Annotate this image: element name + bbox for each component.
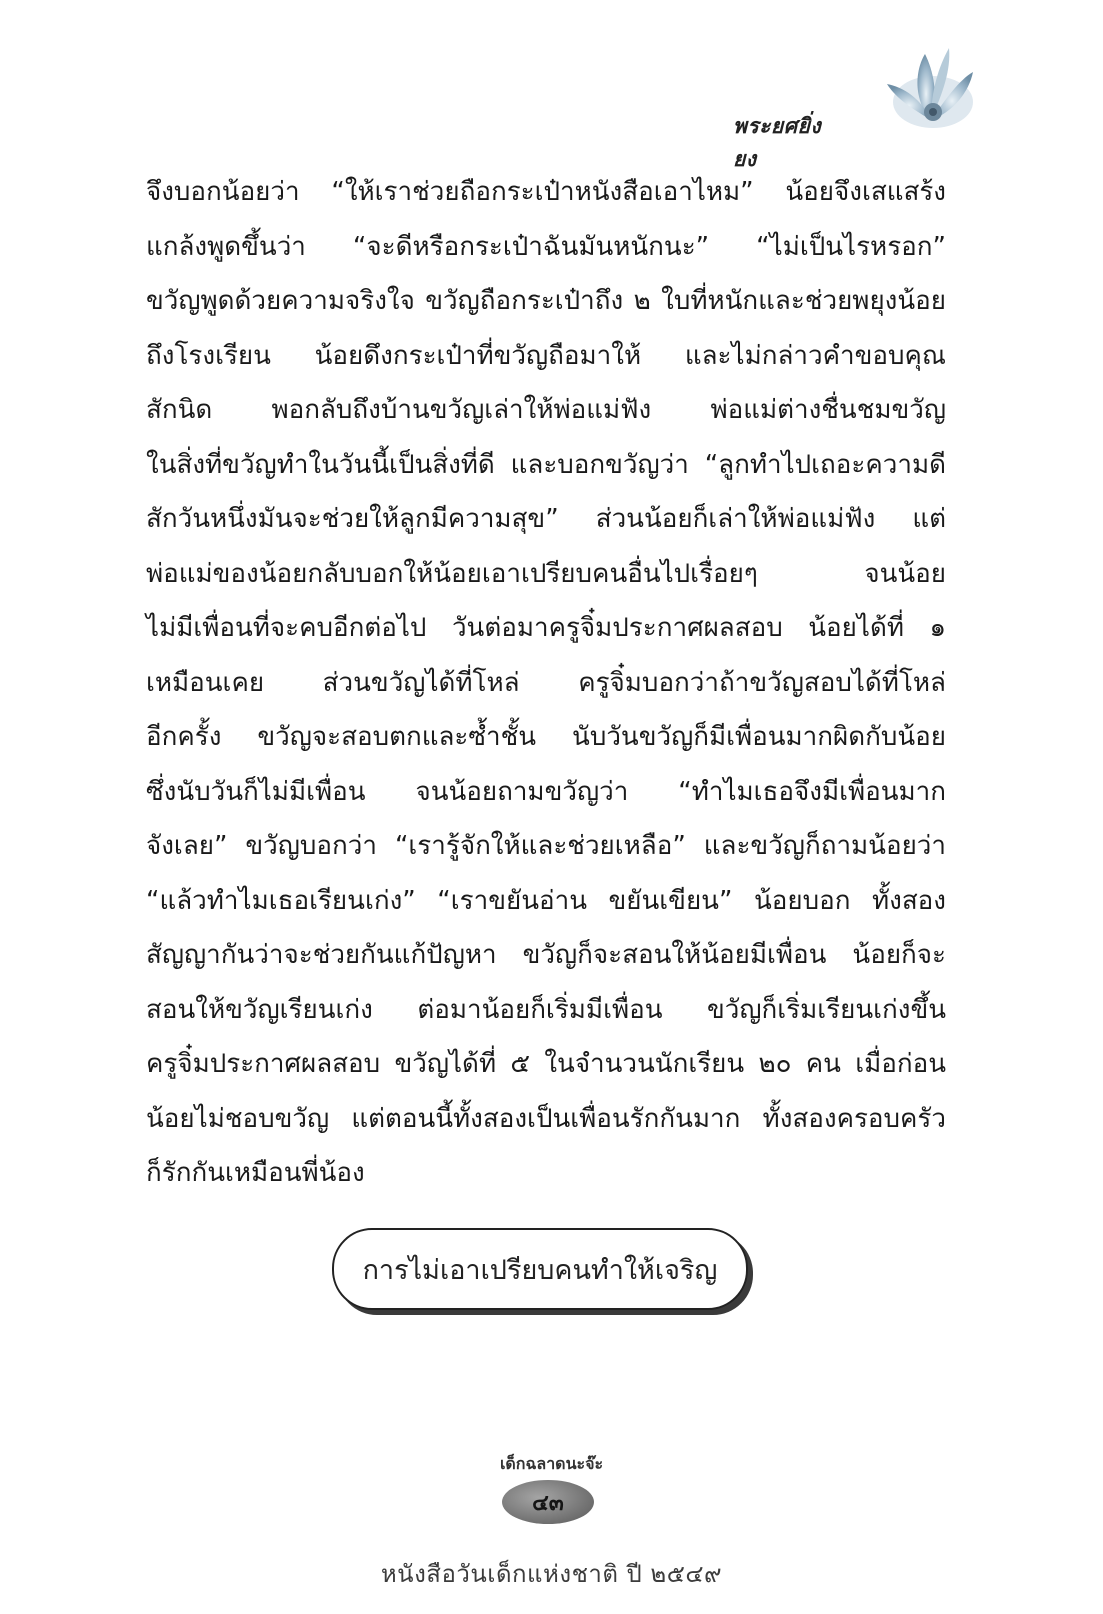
story-line: จึงบอกน้อยว่า “ให้เราช่วยถือกระเป๋าหนังสือเอาไหม” น้อยจึงเสแสร้ง bbox=[146, 177, 946, 207]
story-line: ซึ่งนับวันก็ไม่มีเพื่อน จนน้อยถามขวัญว่า “ทำไมเธอจึงมีเพื่อนมาก bbox=[146, 776, 946, 807]
footer-slogan: เด็กฉลาดนะจ๊ะ bbox=[499, 1454, 604, 1473]
story-line: สอนให้ขวัญเรียนเก่ง ต่อมาน้อยก็เริ่มมีเพื่อน ขวัญก็เริ่มเรียนเก่งขึ้น bbox=[146, 994, 946, 1025]
story-text bbox=[146, 165, 946, 1201]
story-line: แกล้งพูดขึ้นว่า “จะดีหรือกระเป๋าฉันมันหนักนะ” “ไม่เป็นไรหรอก” bbox=[146, 231, 946, 262]
story-line: ในสิ่งที่ขวัญทำในวันนี้เป็นสิ่งที่ดี และบอกขวัญว่า “ลูกทำไปเถอะความดี bbox=[146, 449, 946, 480]
story-line: พ่อแม่ของน้อยกลับบอกให้น้อยเอาเปรียบคนอื่นไปเรื่อยๆ จนน้อย bbox=[146, 558, 946, 589]
story-line: ไม่มีเพื่อนที่จะคบอีกต่อไป วันต่อมาครูจิ๋มประกาศผลสอบ น้อยได้ที่ ๑ bbox=[146, 613, 946, 643]
story-line: สัญญากันว่าจะช่วยกันแก้ปัญหา ขวัญก็จะสอนให้น้อยมีเพื่อน น้อยก็จะ bbox=[146, 940, 946, 970]
story-line: สักวันหนึ่งมันจะช่วยให้ลูกมีความสุข” ส่วนน้อยก็เล่าให้พ่อแม่ฟัง แต่ bbox=[146, 504, 946, 534]
story-line: อีกครั้ง ขวัญจะสอบตกและซ้ำชั้น นับวันขวัญก็มีเพื่อนมากผิดกับน้อย bbox=[146, 722, 946, 752]
header-emblem bbox=[733, 40, 983, 171]
footer-source: หนังสือวันเด็กแห่งชาติ ปี ๒๕๔๙ bbox=[380, 1560, 723, 1588]
page-number-badge bbox=[502, 1480, 594, 1524]
story-line: น้อยไม่ชอบขวัญ แต่ตอนนี้ทั้งสองเป็นเพื่อนรักกันมาก ทั้งสองครอบครัว bbox=[146, 1103, 946, 1134]
story-line: ครูจิ๋มประกาศผลสอบ ขวัญได้ที่ ๕ ในจำนวนนักเรียน ๒๐ คน เมื่อก่อน bbox=[146, 1049, 946, 1079]
lotus-flower-icon bbox=[873, 40, 983, 140]
page-number: ๔๓ bbox=[532, 1490, 564, 1516]
story-line: ถึงโรงเรียน น้อยดึงกระเป๋าที่ขวัญถือมาให้ และไม่กล่าวคำขอบคุณ bbox=[146, 340, 946, 371]
story-line: ขวัญพูดด้วยความจริงใจ ขวัญถือกระเป๋าถึง ๒ ใบที่หนักและช่วยพยุงน้อย bbox=[146, 286, 946, 316]
moral-box bbox=[332, 1228, 748, 1310]
story-line: เหมือนเคย ส่วนขวัญได้ที่โหล่ ครูจิ๋มบอกว่าถ้าขวัญสอบได้ที่โหล่ bbox=[146, 667, 946, 698]
story-line: “แล้วทำไมเธอเรียนเก่ง” “เราขยันอ่าน ขยันเขียน” น้อยบอก ทั้งสอง bbox=[146, 885, 946, 916]
story-line: จังเลย” ขวัญบอกว่า “เรารู้จักให้และช่วยเหลือ” และขวัญก็ถามน้อยว่า bbox=[146, 831, 946, 861]
moral-text: การไม่เอาเปรียบคนทำให้เจริญ bbox=[362, 1254, 718, 1286]
book-title: พระยศยิ่งยง bbox=[733, 113, 822, 171]
story-line: สักนิด พอกลับถึงบ้านขวัญเล่าให้พ่อแม่ฟัง พ่อแม่ต่างชื่นชมขวัญ bbox=[146, 395, 946, 425]
story-line: ก็รักกันเหมือนพี่น้อง bbox=[146, 1158, 365, 1188]
